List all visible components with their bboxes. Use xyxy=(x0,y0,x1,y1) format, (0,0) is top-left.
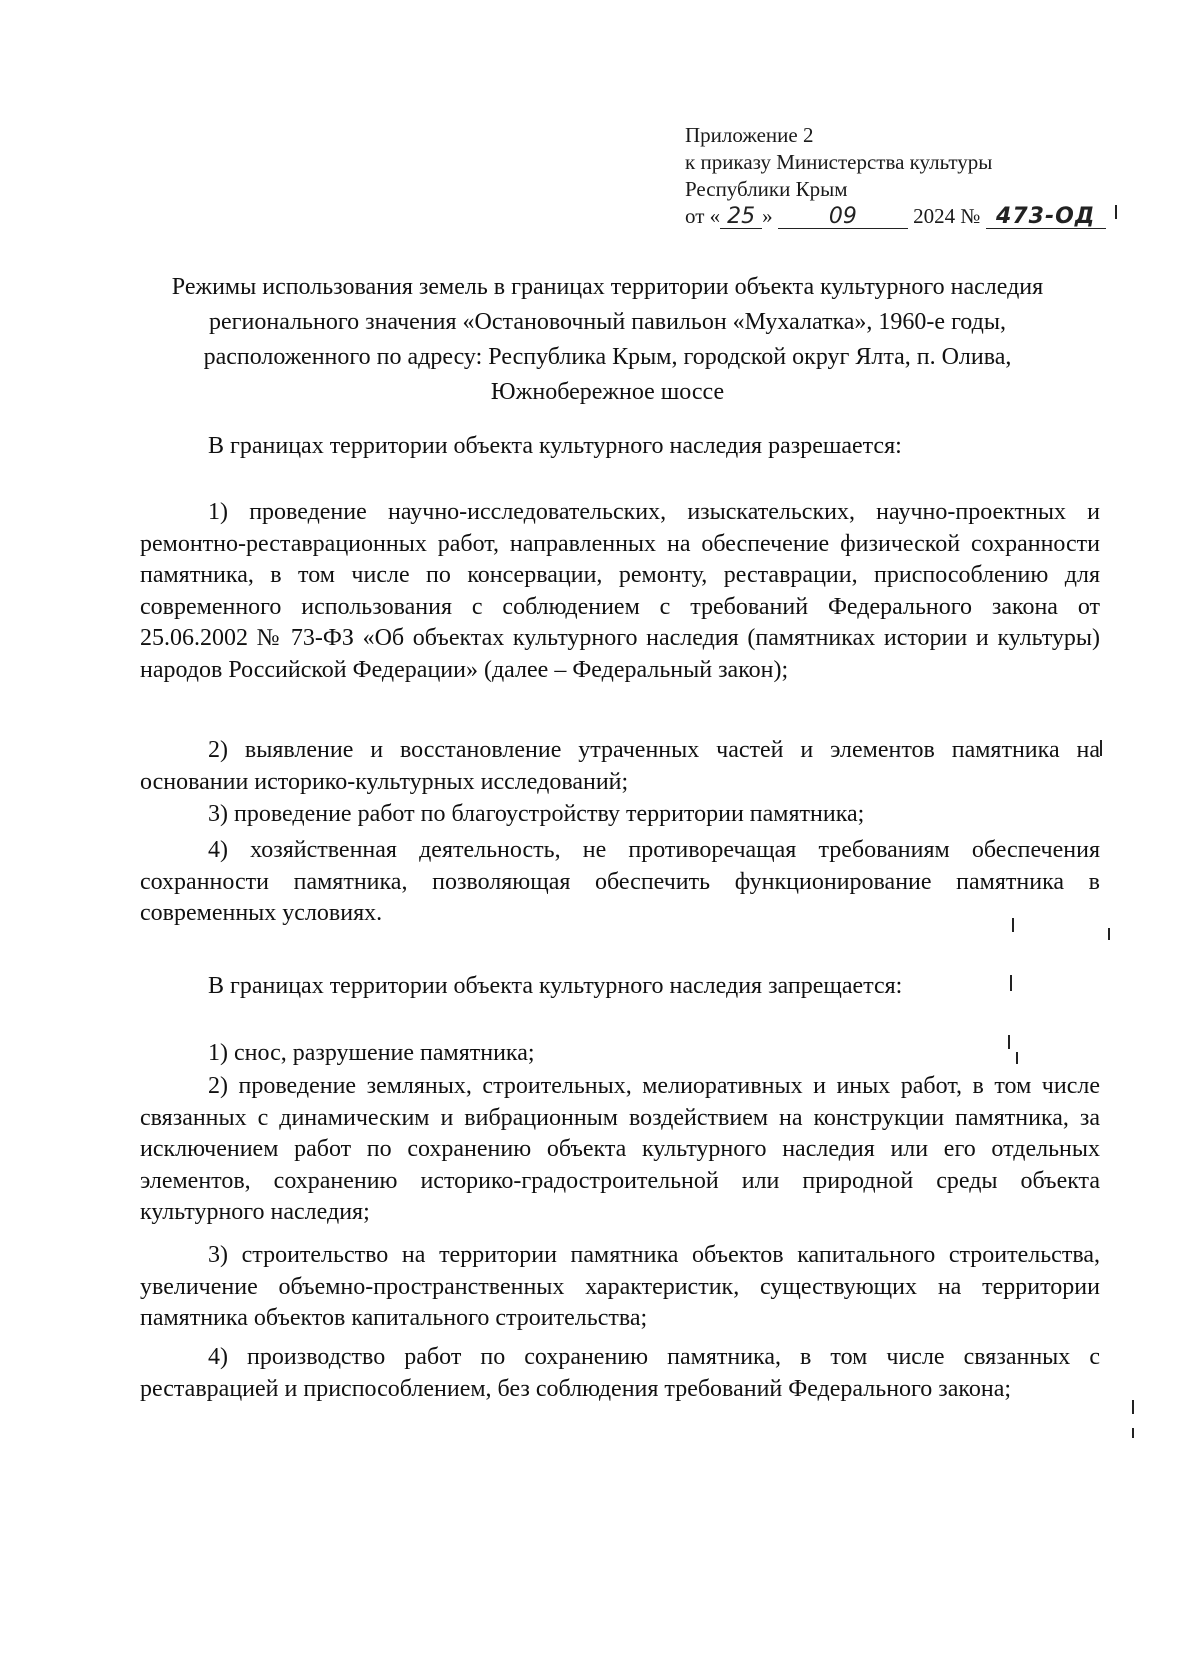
allowed-item-3: 3) проведение работ по благоустройству территории памятника; xyxy=(208,801,865,827)
scan-mark xyxy=(1100,740,1102,756)
scan-mark xyxy=(1012,918,1014,932)
scan-mark xyxy=(1008,1035,1010,1049)
allowed-heading: В границах территории объекта культурного наследия разрешается: xyxy=(208,433,902,459)
scan-mark xyxy=(1016,1052,1018,1064)
appendix-date-line xyxy=(685,203,1106,230)
date-prefix: от « xyxy=(685,204,721,228)
appendix-label: Приложение 2 xyxy=(685,123,814,147)
scan-mark xyxy=(1132,1428,1134,1438)
order-number: 473-ОД xyxy=(986,206,1106,229)
allowed-item-4: 4) хозяйственная деятельность, не противоречащая требованиям обеспечения сохранности памятника, позволяющая обеспечить функционирование памятника в современных условиях. xyxy=(140,837,1100,927)
scan-mark xyxy=(1132,1400,1134,1414)
allowed-item-2: 2) выявление и восстановление утраченных частей и элементов памятника на основании историко-культурных исследований; xyxy=(140,737,1100,795)
date-month: 09 xyxy=(778,206,908,229)
appendix-order-ref: к приказу Министерства культуры xyxy=(685,150,993,174)
forbidden-item-2: 2) проведение земляных, строительных, мелиоративных и иных работ, в том числе связанных с динамическим и вибрационным воздействием на конструкции памятника, за исключением работ по сохранению объекта культурного наследия или его отдельных элементов, сохранению историко-градостроительной или природной среды объекта культурного наследия; xyxy=(140,1073,1100,1226)
scan-mark xyxy=(1010,975,1012,991)
scan-mark xyxy=(1108,928,1110,940)
date-mid: » xyxy=(762,204,773,228)
scan-mark xyxy=(1115,205,1117,219)
appendix-header xyxy=(685,122,1106,230)
forbidden-item-1: 1) снос, разрушение памятника; xyxy=(208,1040,535,1066)
forbidden-item-4: 4) производство работ по сохранению памятника, в том числе связанных с реставрацией и приспособлением, без соблюдения требований Федерального закона; xyxy=(140,1344,1100,1402)
document-title: Режимы использования земель в границах территории объекта культурного наследия регионального значения «Остановочный павильон «Мухалатка», 1960-е годы, расположенного по адресу: Республика Крым, городской округ Ялта, п. Олива, Южнобережное шоссе xyxy=(171,274,1044,405)
date-year: 2024 № xyxy=(913,204,981,228)
forbidden-item-3: 3) строительство на территории памятника объектов капитального строительства, увеличение объемно-пространственных характеристик, существующих на территории памятника объектов капитального строительства; xyxy=(140,1242,1100,1332)
allowed-item-1: 1) проведение научно-исследовательских, изыскательских, научно-проектных и ремонтно-реставрационных работ, направленных на обеспечение физической сохранности памятника, в том числе по консервации, ремонту, реставрации, приспособлению для современного использования с соблюдением с требований Федерального закона от 25.06.2002 № 73-ФЗ «Об объектах культурного наследия (памятниках истории и культуры) народов Российской Федерации» (далее – Федеральный закон); xyxy=(140,499,1100,683)
appendix-republic: Республики Крым xyxy=(685,177,848,201)
date-day: 25 xyxy=(720,206,762,229)
forbidden-heading: В границах территории объекта культурного наследия запрещается: xyxy=(208,973,903,999)
